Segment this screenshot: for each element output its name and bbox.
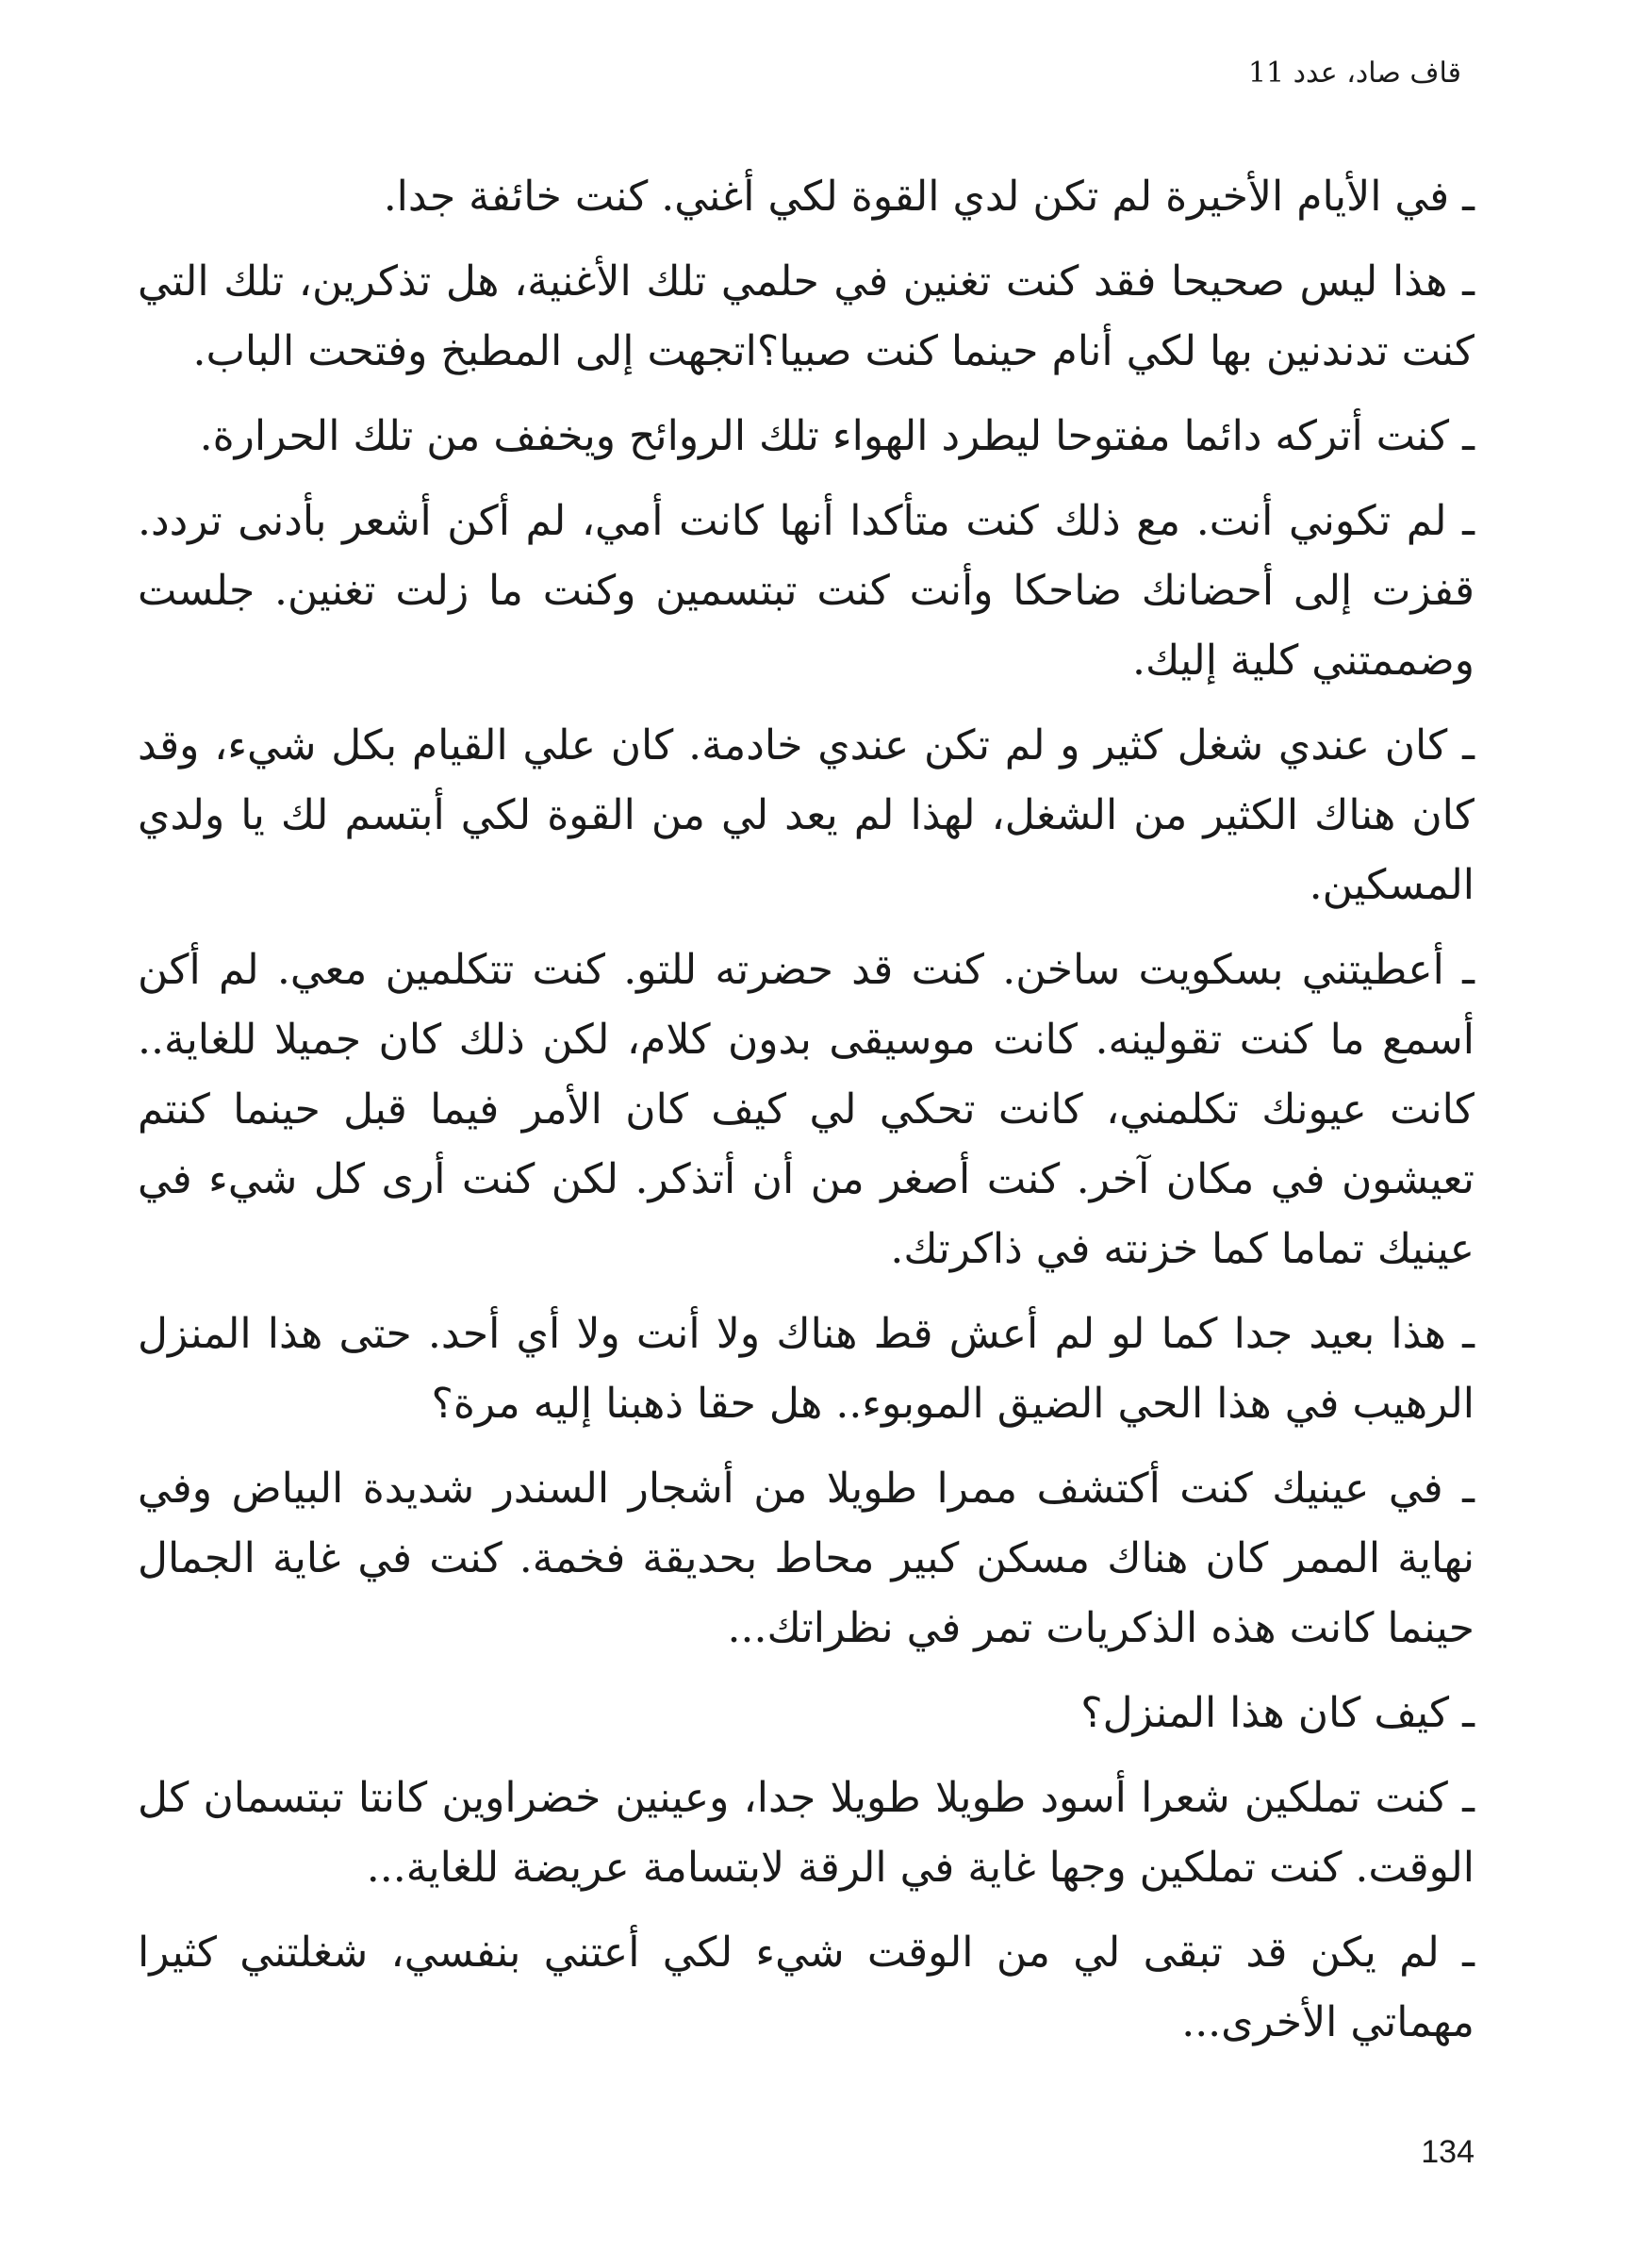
body-text: [138, 162, 1474, 2073]
running-header: قاف صاد، عدد 11: [1247, 57, 1461, 90]
paragraph: ـ في عينيك كنت أكتشف ممرا طويلا من أشجار السندر شديدة البياض وفي نهاية الممر كان هناك مسكن كبير محاط بحديقة فخمة. كنت في غاية الجمال حينما كانت هذه الذكريات تمر في نظراتك...: [138, 1465, 1474, 1652]
paragraph: ـ كنت تملكين شعرا أسود طويلا طويلا جدا، وعينين خضراوين كانتا تبتسمان كل الوقت. كنت تملكين وجها غاية في الرقة لابتسامة عريضة للغاية...: [138, 1774, 1474, 1892]
page-number: 134: [1421, 2134, 1474, 2170]
paragraph: ـ كيف كان هذا المنزل؟: [1080, 1689, 1474, 1737]
paragraph: ـ في الأيام الأخيرة لم تكن لدي القوة لكي أغني. كنت خائفة جدا.: [383, 173, 1474, 221]
paragraph: ـ هذا بعيد جدا كما لو لم أعش قط هناك ولا أنت ولا أي أحد. حتى هذا المنزل الرهيب في هذا الحي الضيق الموبوء.. هل حقا ذهبنا إليه مرة؟: [138, 1310, 1474, 1428]
paragraph: ـ لم تكوني أنت. مع ذلك كنت متأكدا أنها كانت أمي، لم أكن أشعر بأدنى تردد. قفزت إلى أحضانك ضاحكا وأنت كنت تبتسمين وكنت ما زلت تغنين. جلست وضممتني كلية إليك.: [138, 497, 1474, 685]
paragraph: ـ كنت أتركه دائما مفتوحا ليطرد الهواء تلك الروائح ويخفف من تلك الحرارة.: [199, 412, 1474, 460]
paragraph: ـ لم يكن قد تبقى لي من الوقت شيء لكي أعتني بنفسي، شغلتني كثيرا مهماتي الأخرى...: [138, 1929, 1474, 2046]
paragraph: ـ أعطيتني بسكويت ساخن. كنت قد حضرته للتو. كنت تتكلمين معي. لم أكن أسمع ما كنت تقولينه. كانت موسيقى بدون كلام، لكن ذلك كان جميلا للغاية.. كانت عيونك تكلمني، كانت تحكي لي كيف كان الأمر فيما قبل حينما كنتم تعيشون في مكان آخر. كنت أصغر من أن أتذكر. لكن كنت أرى كل شيء في عينيك تماما كما خزنته في ذاكرتك.: [138, 946, 1474, 1273]
paragraph: ـ هذا ليس صحيحا فقد كنت تغنين في حلمي تلك الأغنية، هل تذكرين، تلك التي كنت تدندنين بها لكي أنام حينما كنت صبيا؟اتجهت إلى المطبخ وفتحت الباب.: [138, 257, 1474, 375]
paragraph: ـ كان عندي شغل كثير و لم تكن عندي خادمة. كان علي القيام بكل شيء، وقد كان هناك الكثير من الشغل، لهذا لم يعد لي من القوة لكي أبتسم لك يا ولدي المسكين.: [138, 721, 1474, 909]
